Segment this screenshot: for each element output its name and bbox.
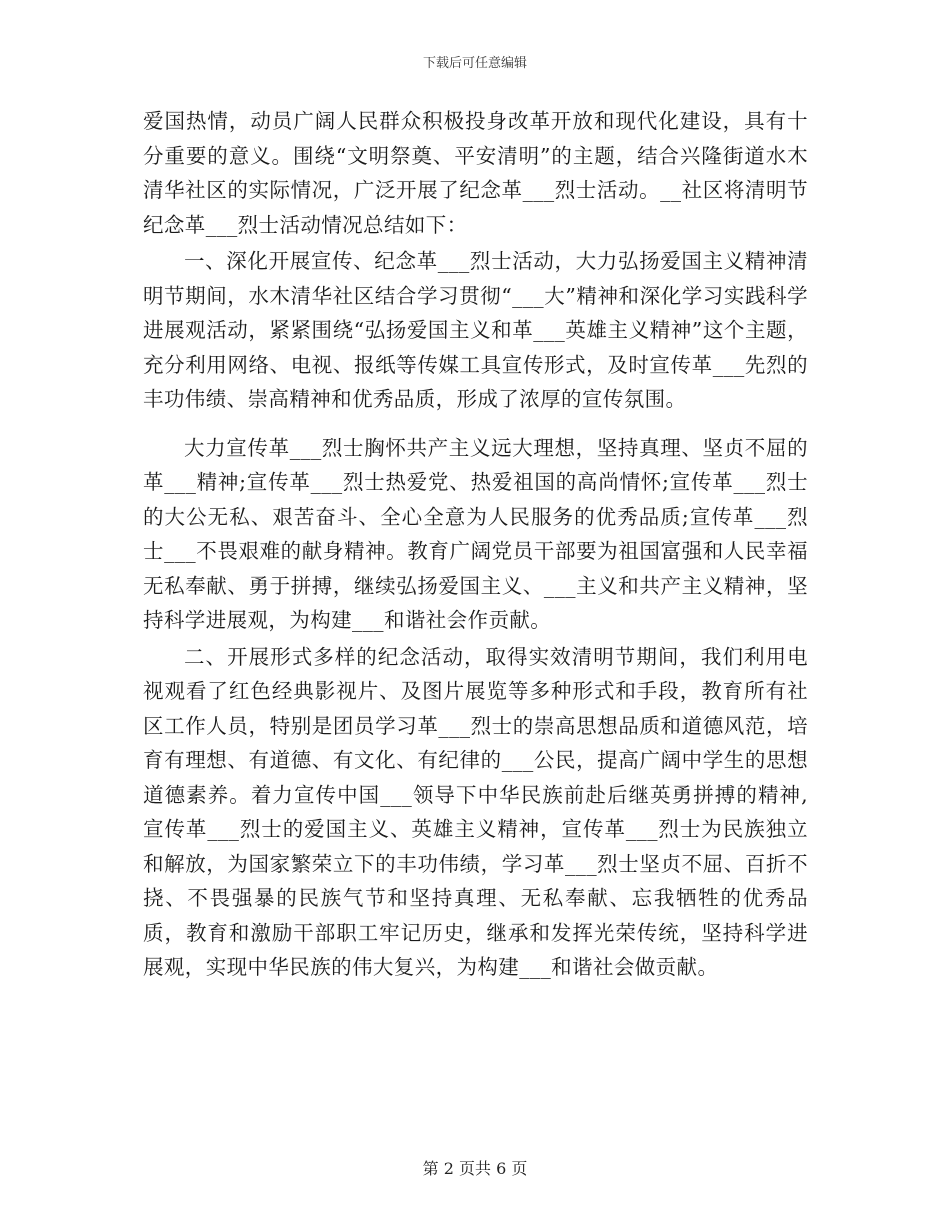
paragraph-section-one: 一、深化开展宣传、纪念革___烈士活动，大力弘扬爱国主义精神清明节期间，水木清华社区结合学习贯彻“___大”精神和深化学习实践科学进展观活动，紧紧围绕“弘扬爱国主义和革___英雄主义精神”这个主题，充分利用网络、电视、报纸等传媒工具宣传形式，及时宣传革___先烈的丰功伟绩、崇高精神和优秀品质，形成了浓厚的宣传氛围。 — [143, 249, 808, 411]
paragraph-section-two: 二、开展形式多样的纪念活动，取得实效清明节期间，我们利用电视观看了红色经典影视片、及图片展览等多种形式和手段，教育所有社区工作人员，特别是团员学习革___烈士的崇高思想品质和道德风范，培育有理想、有道德、有文化、有纪律的___公民，提高广阔中学生的思想道德素养。着力宣传中国___领导下中华民族前赴后继英勇拼搏的精神,宣传革___烈士的爱国主义、英雄主义精神，宣传革___烈士为民族独立和解放，为国家繁荣立下的丰功伟绩，学习革___烈士坚贞不屈、百折不挠、不畏强暴的民族气节和坚持真理、无私奉献、忘我牺牲的优秀品质，教育和激励干部职工牢记历史，继承和发挥光荣传统，坚持科学进展观，实现中华民族的伟大复兴，为构建___和谐社会做贡献。 — [143, 644, 808, 979]
document-body — [143, 104, 808, 985]
page-header-note: 下载后可任意编辑 — [422, 56, 527, 71]
paragraph-intro: 爱国热情，动员广阔人民群众积极投身改革开放和现代化建设，具有十分重要的意义。围绕“文明祭奠、平安清明”的主题，结合兴隆街道水木清华社区的实际情况，广泛开展了纪念革___烈士活动。__社区将清明节纪念革___烈士活动情况总结如下： — [143, 109, 808, 237]
page-number: 第 2 页共 6 页 — [422, 1159, 528, 1178]
paragraph-propaganda: 大力宣传革___烈士胸怀共产主义远大理想，坚持真理、坚贞不屈的革___精神;宣传革___烈士热爱党、热爱祖国的高尚情怀;宣传革___烈士的大公无私、艰苦奋斗、全心全意为人民服务的优秀品质;宣传革___烈士___不畏艰难的献身精神。教育广阔党员干部要为祖国富强和人民幸福无私奉献、勇于拼搏，继续弘扬爱国主义、___主义和共产主义精神，坚持科学进展观，为构建___和谐社会作贡献。 — [143, 435, 808, 632]
